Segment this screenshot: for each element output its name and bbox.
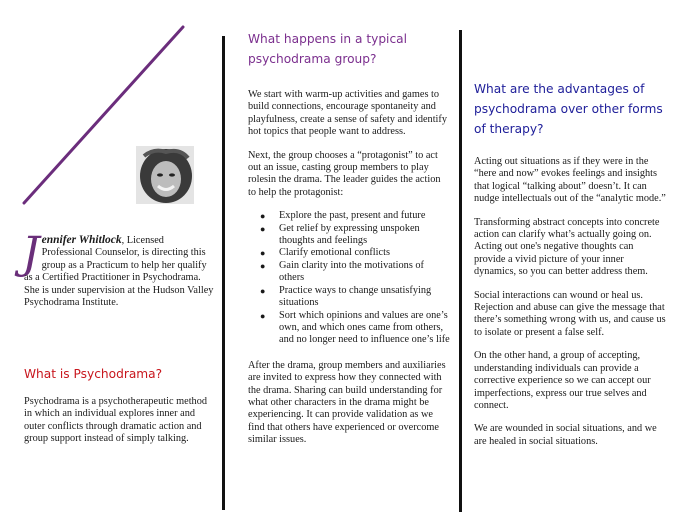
intro-text: , Licensed Professional Counselor, is directing this group as a Practicum to help her qualify as a Certified Practitioner in Psychodrama. She is under supervision at the Hudson Valley Psychodrama Institute. bbox=[24, 235, 214, 309]
list-item: ● Sort which opinions and values are one’s own, and which ones came from others, and no longer need to influence one’s life bbox=[260, 309, 450, 346]
list-item: ● Practice ways to change unsatisfying situations bbox=[260, 284, 432, 309]
list-item: ● Explore the past, present and future bbox=[260, 210, 426, 222]
what-is-psychodrama-text: Psychodrama is a psychotherapeutic method in which an individual explores inner and outer conflicts through dramatic action and group support instead of simply talking. bbox=[24, 396, 208, 445]
heading-advantages: What are the advantages of psychodrama over other forms of therapy? bbox=[474, 82, 663, 136]
bullet-icon: ● bbox=[260, 260, 266, 271]
heading-what-is-psychodrama: What is Psychodrama? bbox=[24, 367, 163, 381]
bullet-icon: ● bbox=[260, 285, 266, 296]
advantages-section bbox=[474, 156, 666, 459]
list-item: ● Clarify emotional conflicts bbox=[260, 247, 390, 259]
author-name: ennifer Whitlock bbox=[41, 234, 122, 246]
list-item: ● Gain clarity into the motivations of others bbox=[260, 259, 424, 284]
typical-group-section bbox=[248, 89, 451, 458]
typical-group-paragraph-3: After the drama, group members and auxiliaries are invited to express how they connected with the drama. Sharing can build understanding for what other characters in the drama might be experiencing. It can provide validation as we find that others have experienced or overcome similar issues. bbox=[248, 359, 446, 446]
bullet-icon: ● bbox=[260, 248, 266, 259]
typical-group-paragraph-2: Next, the group chooses a “protagonist” to act out an issue, casting group members to play rolesin the drama. The leader guides the action to help the protagonist: bbox=[248, 149, 441, 198]
typical-group-paragraph-1: We start with warm-up activities and games to build connections, encourage spontaneity and playfulness, create a sense of safety and identify hot topics that people want to address. bbox=[248, 89, 447, 138]
heading-typical-group: What happens in a typical psychodrama group? bbox=[248, 32, 408, 66]
advantages-paragraph-1: Acting out situations as if they were in the “here and now” evokes feelings and insights that logical “talking about” doesn’t. It can nudge intellectuals out of the “analytic mode.” bbox=[474, 156, 666, 205]
author-intro bbox=[22, 228, 214, 309]
bullet-icon: ● bbox=[260, 310, 266, 321]
author-photo bbox=[136, 146, 194, 204]
protagonist-goals-list bbox=[248, 210, 451, 346]
column-divider-left bbox=[222, 36, 225, 510]
bullet-icon: ● bbox=[260, 211, 266, 222]
column-divider-right bbox=[459, 30, 462, 512]
advantages-paragraph-2: Transforming abstract concepts into concrete action can clarify what’s actually going on. Acting out one's negative thoughts can provide a vivid picture of your inner dynamics, so you can better address them. bbox=[474, 216, 660, 278]
bullet-icon: ● bbox=[260, 223, 266, 234]
advantages-paragraph-3: Social interactions can wound or heal us. Rejection and abuse can give the message that there’s something wrong with us, and cause us to isolate or present a false self. bbox=[474, 289, 666, 338]
advantages-paragraph-4: On the other hand, a group of accepting, understanding individuals can provide a corrective experience so we can accept our imperfections, express our true selves and connect. bbox=[474, 350, 651, 411]
list-item: ● Get relief by expressing unspoken thoughts and feelings bbox=[260, 222, 420, 247]
advantages-paragraph-5: We are wounded in social situations, and we are healed in social situations. bbox=[474, 423, 657, 447]
intro-dropcap: J bbox=[22, 228, 40, 279]
